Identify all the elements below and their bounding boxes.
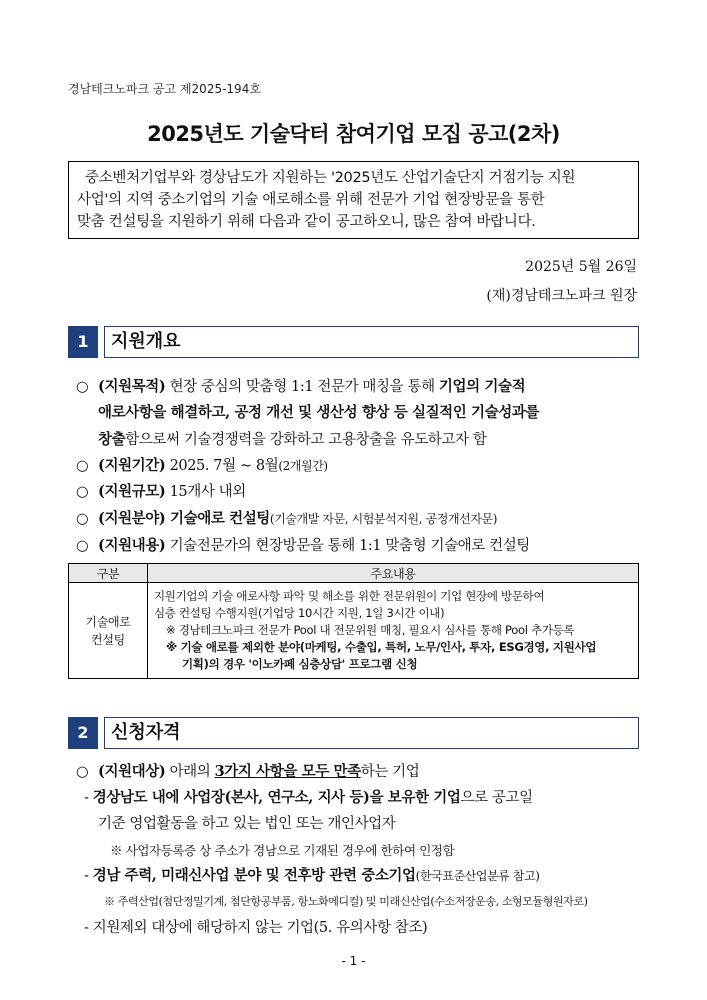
purpose-item-cont: 창출함으로써 기술경쟁력을 강화하고 고용창출을 유도하고자 함	[98, 431, 487, 448]
issuing-organization: (재)경남테크노파크 원장	[486, 288, 637, 304]
table-header-row	[69, 564, 639, 583]
intro-line: 사업'의 지역 중소기업의 기술 애로해소를 위해 전문가 기업 현장방문을 통한	[77, 192, 545, 208]
document-title: 2025년도 기술닥터 참여기업 모집 공고(2차)	[147, 122, 560, 146]
content-note: ※ 경남테크노파크 전문가 Pool 내 전문위원 매칭, 필요시 심사를 통해 Pool 추가등록	[166, 623, 575, 637]
requirement-2-note: ※ 주력산업(첨단정밀기계, 첨단항공부품, 항노화메디컬) 및 미래신산업(수소저장운송, 소형모듈형원자로)	[104, 895, 588, 908]
requirement-1-cont: 기준 영업활동을 하고 있는 법인 또는 개인사업자	[98, 816, 396, 832]
content-note: 기획)의 경우 '이노카페 심층상담' 프로그램 신청	[182, 657, 418, 671]
table-header-category: 구분	[69, 564, 148, 583]
intro-line: 중소벤처기업부와 경상남도가 지원하는 '2025년도 산업기술단지 거점기능 지원	[85, 170, 576, 186]
requirement-3: - 지원제외 대상에 해당하지 않는 기업(5. 유의사항 참조)	[84, 920, 428, 936]
field-item: ○ (지원분야) 기술애로 컨설팅(기술개발 자문, 시험분석지원, 공정개선자문)	[76, 510, 497, 527]
requirement-2: - 경남 주력, 미래신사업 분야 및 전후방 관련 중소기업(한국표준산업분류 참고)	[84, 867, 540, 884]
content-item: ○ (지원내용) 기술전문가의 현장방문을 통해 1:1 맞춤형 기술애로 컨설팅	[76, 537, 530, 554]
purpose-item-cont: 애로사항을 해결하고, 공정 개선 및 생산성 향상 등 실질적인 기술성과를	[98, 404, 540, 421]
content-line: 심층 컨설팅 수행지원(기업당 10시간 지원, 1일 3시간 이내)	[154, 606, 445, 620]
section-title: 신청자격	[104, 717, 639, 749]
notice-date: 2025년 5월 26일	[525, 259, 637, 275]
section-header-overview	[68, 326, 639, 358]
section-number: 2	[68, 717, 98, 749]
intro-line: 맞춤 컨설팅을 지원하기 위해 다음과 같이 공고하오니, 많은 참여 바랍니다.	[77, 214, 536, 230]
target-item: ○ (지원대상) 아래의 3가지 사항을 모두 만족하는 기업	[76, 763, 420, 780]
section-number: 1	[68, 326, 98, 358]
content-note: ※ 기술 애로를 제외한 분야(마케팅, 수출입, 특허, 노무/인사, 투자, ESG경영, 지원사업	[166, 640, 597, 654]
page-number: - 1 -	[341, 954, 366, 968]
notice-number: 경남테크노파크 공고 제2025-194호	[68, 82, 261, 96]
table-row	[69, 583, 639, 679]
intro-box	[68, 161, 639, 239]
requirement-1-note: ※ 사업자등록증 상 주소가 경남으로 기재된 경우에 한하여 인정함	[110, 843, 455, 858]
table-cell-content	[148, 583, 639, 679]
section-header-eligibility	[68, 717, 639, 749]
purpose-item: ○ (지원목적) 현장 중심의 맞춤형 1:1 전문가 매칭을 통해 기업의 기술적	[76, 378, 526, 395]
support-detail-table	[68, 563, 639, 679]
section-title: 지원개요	[104, 326, 639, 358]
scale-item: ○ (지원규모) 15개사 내외	[76, 483, 246, 500]
content-line: 지원기업의 기술 애로사항 파악 및 해소를 위한 전문위원이 기업 현장에 방문하여	[154, 589, 545, 603]
requirement-1: - 경상남도 내에 사업장(본사, 연구소, 지사 등)을 보유한 기업으로 공고일	[84, 789, 533, 806]
period-item: ○ (지원기간) 2025. 7월 ~ 8월(2개월간)	[76, 457, 328, 474]
table-header-content: 주요내용	[148, 564, 639, 583]
table-cell-category: 기술애로 컨설팅	[69, 583, 148, 679]
